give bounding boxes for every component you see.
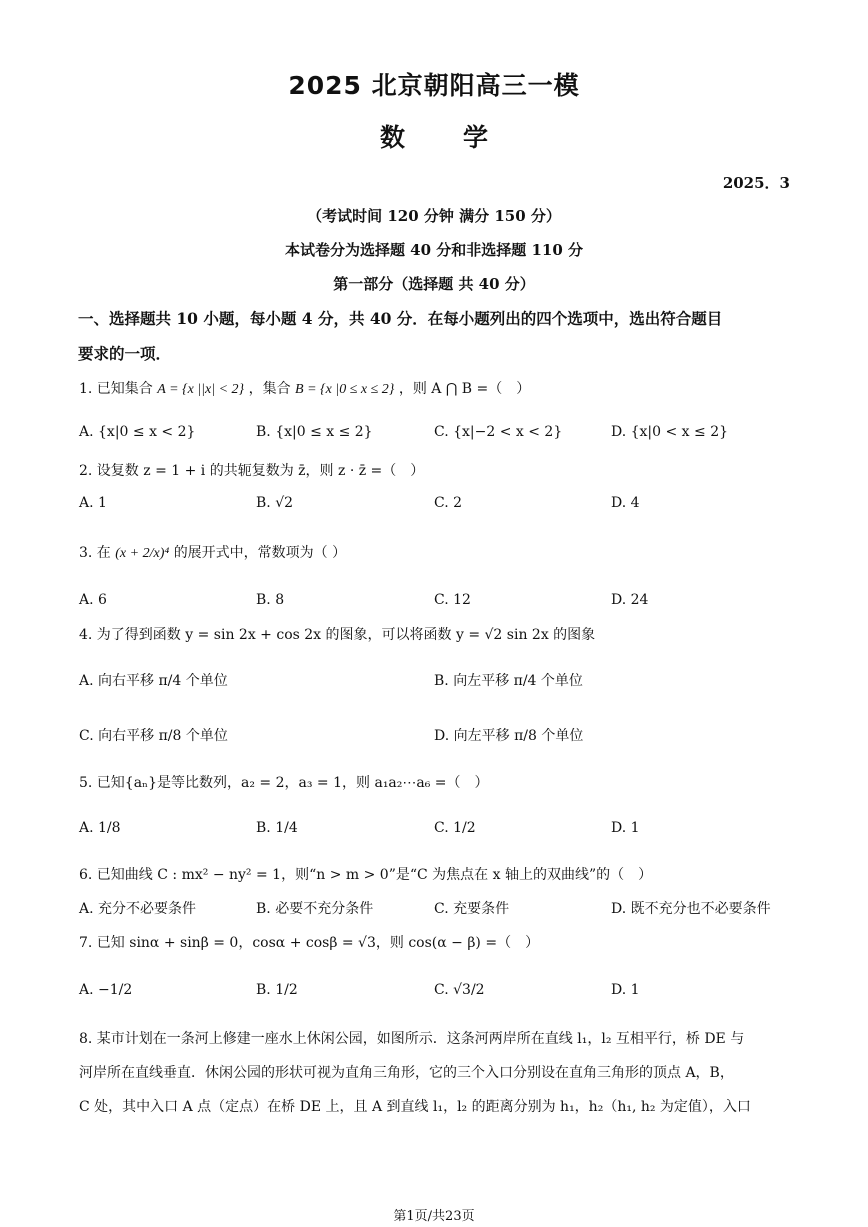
subject-char-1: 数 [379,123,405,152]
section-heading-line-1: 一、选择题共 10 小题，每小题 4 分，共 40 分．在每小题列出的四个选项中，选出符合题目 [78,309,723,328]
question-6-option-d: D. 既不充分也不必要条件 [611,901,771,917]
question-1-stem: 1. 已知集合 A = {x ||x| < 2} ，集合 B = {x |0 ≤ x ≤ 2} ，则 A ⋂ B =（ ） [79,381,531,397]
question-7-stem: 7. 已知 sinα + sinβ = 0，cosα + cosβ = √3，则 cos(α − β) =（ ） [79,935,540,951]
question-8-line-1: 8. 某市计划在一条河上修建一座水上休闲公园，如图所示．这条河两岸所在直线 l₁，l₂ 互相平行，桥 DE 与 [79,1031,745,1047]
question-8-line-2: 河岸所在直线垂直．休闲公园的形状可视为直角三角形，它的三个入口分别设在直角三角形的顶点 A，B， [79,1065,734,1081]
question-7-option-d: D. 1 [611,982,640,998]
question-2-option-d: D. 4 [611,495,640,511]
question-2-option-c: C. 2 [434,495,463,511]
question-4-option-b: B. 向左平移 π/4 个单位 [434,673,583,689]
question-6-stem: 6. 已知曲线 C : mx² − ny² = 1，则“n > m > 0”是“C 为焦点在 x 轴上的双曲线”的（ ） [79,867,653,883]
subject-char-2: 学 [463,123,489,152]
exam-time-info: （考试时间 120 分钟 满分 150 分） [307,207,561,225]
question-1-option-d: D. {x|0 < x ≤ 2} [611,424,729,440]
question-2-stem: 2. 设复数 z = 1 + i 的共轭复数为 z̄，则 z · z̄ =（ ） [79,463,425,479]
question-1-option-a: A. {x|0 ≤ x < 2} [79,424,196,440]
part-one-heading: 第一部分（选择题 共 40 分） [333,275,535,293]
exam-title: 2025 北京朝阳高三一模 [288,71,580,100]
question-2-option-b: B. √2 [256,495,294,511]
set-a-expression: A = {x ||x| < 2} [157,382,245,397]
question-3-option-a: A. 6 [79,592,107,608]
subject-title [0,118,868,154]
question-1-option-c: C. {x|−2 < x < 2} [434,424,563,440]
question-6-option-a: A. 充分不必要条件 [79,901,197,917]
question-6-option-c: C. 充要条件 [434,901,510,917]
question-7-option-a: A. −1/2 [79,982,133,998]
question-3-option-b: B. 8 [256,592,285,608]
question-3-stem: 3. 在 (x + 2/x)⁴ 的展开式中，常数项为（ ） [79,545,347,561]
exam-date: 2025．3 [722,174,790,192]
question-5-option-c: C. 1/2 [434,820,476,836]
question-7-option-c: C. √3/2 [434,982,485,998]
exam-structure-info: 本试卷分为选择题 40 分和非选择题 110 分 [284,241,584,259]
question-5-option-b: B. 1/4 [256,820,298,836]
question-1-option-b: B. {x|0 ≤ x ≤ 2} [256,424,373,440]
question-5-option-a: A. 1/8 [79,820,121,836]
section-heading-line-2: 要求的一项． [78,344,172,363]
question-4-option-c: C. 向右平移 π/8 个单位 [79,728,228,744]
binomial-expression: (x + 2/x)⁴ [115,546,170,561]
question-7-option-b: B. 1/2 [256,982,298,998]
page-footer: 第1页/共23页 [393,1209,475,1224]
question-3-option-c: C. 12 [434,592,471,608]
question-4-stem: 4. 为了得到函数 y = sin 2x + cos 2x 的图象，可以将函数 y = √2 sin 2x 的图象 [79,627,596,643]
question-4-option-d: D. 向左平移 π/8 个单位 [434,728,584,744]
question-2-option-a: A. 1 [79,495,107,511]
question-6-option-b: B. 必要不充分条件 [256,901,374,917]
set-b-expression: B = {x |0 ≤ x ≤ 2} [295,382,395,397]
question-5-option-d: D. 1 [611,820,640,836]
question-5-stem: 5. 已知{aₙ}是等比数列，a₂ = 2，a₃ = 1，则 a₁a₂⋯a₆ =（ ） [79,775,489,791]
question-3-option-d: D. 24 [611,592,649,608]
question-4-option-a: A. 向右平移 π/4 个单位 [79,673,228,689]
question-8-line-3: C 处，其中入口 A 点（定点）在桥 DE 上，且 A 到直线 l₁，l₂ 的距离分别为 h₁，h₂（h₁, h₂ 为定值），入口 [79,1099,751,1115]
